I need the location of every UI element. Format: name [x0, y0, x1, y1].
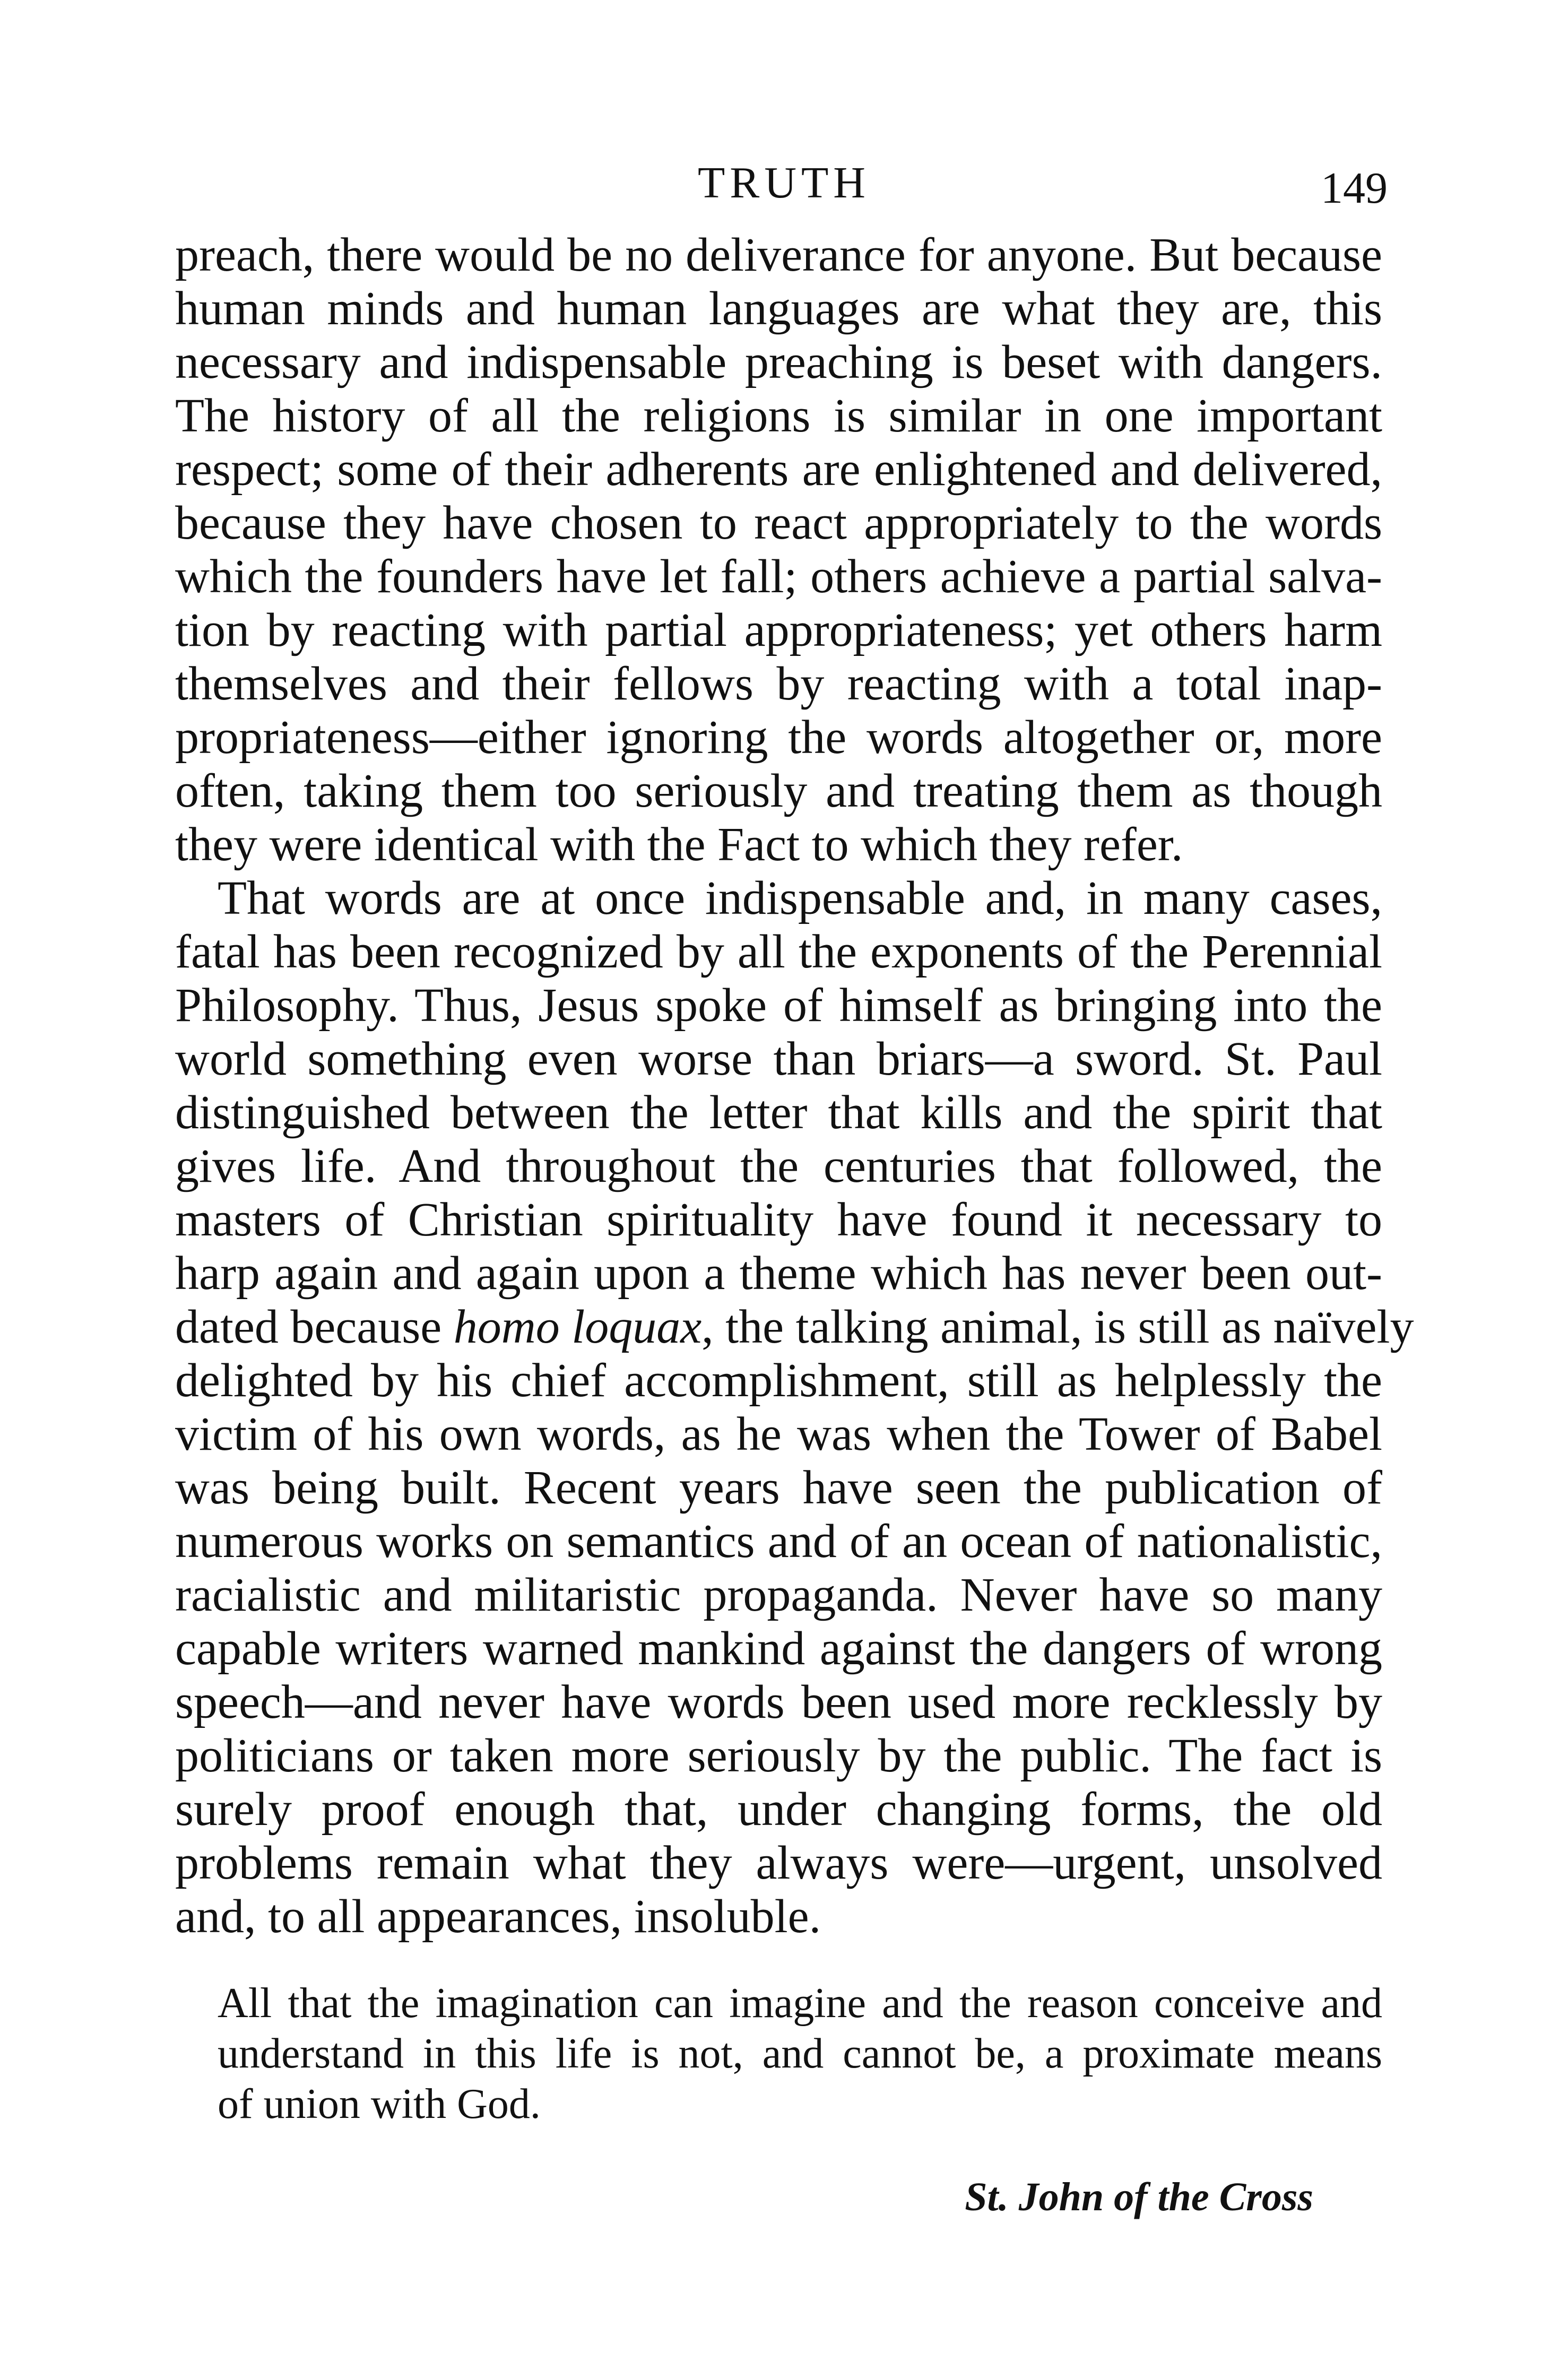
- text-line: politicians or taken more seriously by the public. The fact is: [175, 1729, 1382, 1782]
- text-line: masters of Christian spirituality have found it necessary to: [175, 1193, 1382, 1246]
- text-line: harp again and again upon a theme which has never been out-: [175, 1247, 1382, 1300]
- text-line: which the founders have let fall; others achieve a partial salva-: [175, 550, 1382, 603]
- text-line-with-latin: [175, 1300, 1414, 1354]
- text-line: was being built. Recent years have seen the publication of: [175, 1461, 1382, 1514]
- text-line: respect; some of their adherents are enlightened and delivered,: [175, 443, 1382, 496]
- text-line: they were identical with the Fact to which they refer.: [175, 818, 1183, 871]
- text-line: capable writers warned mankind against the dangers of wrong: [175, 1622, 1382, 1675]
- text-line: often, taking them too seriously and treating them as though: [175, 765, 1382, 817]
- text-line: and, to all appearances, insoluble.: [175, 1890, 821, 1943]
- quote-line: All that the imagination can imagine and the reason conceive and: [218, 1980, 1382, 2027]
- text-line: necessary and indispensable preaching is beset with dangers.: [175, 336, 1382, 388]
- text-line: themselves and their fellows by reacting with a total inap-: [175, 658, 1382, 710]
- quote-line: understand in this life is not, and cannot be, a proximate means: [218, 2030, 1382, 2077]
- text-line: distinguished between the letter that kills and the spirit that: [175, 1086, 1382, 1139]
- text-line: gives life. And throughout the centuries that followed, the: [175, 1140, 1382, 1192]
- text-line: human minds and human languages are what they are, this: [175, 282, 1382, 335]
- text-line: racialistic and militaristic propaganda. Never have so many: [175, 1569, 1382, 1621]
- epigraph-quote: [218, 1978, 1382, 2130]
- text-line: The history of all the religions is similar in one important: [175, 390, 1382, 442]
- text-line: That words are at once indispensable and, in many cases,: [218, 872, 1382, 924]
- text-fragment: , the talking animal, is still as naïvely: [701, 1301, 1414, 1353]
- running-title: TRUTH: [698, 158, 870, 207]
- text-line: surely proof enough that, under changing forms, the old: [175, 1783, 1382, 1836]
- page-number: 149: [1321, 163, 1388, 213]
- text-line: fatal has been recognized by all the exponents of the Perennial: [175, 925, 1382, 978]
- text-line: tion by reacting with partial appropriateness; yet others harm: [175, 604, 1382, 656]
- text-line: victim of his own words, as he was when the Tower of Babel: [175, 1408, 1382, 1460]
- text-line: numerous works on semantics and of an ocean of nationalistic,: [175, 1515, 1382, 1568]
- text-line: problems remain what they always were—urgent, unsolved: [175, 1837, 1382, 1889]
- text-line: propriateness—either ignoring the words altogether or, more: [175, 711, 1382, 764]
- text-line: preach, there would be no deliverance for anyone. But because: [175, 229, 1382, 281]
- text-line: delighted by his chief accomplishment, still as helplessly the: [175, 1354, 1382, 1407]
- latin-phrase: homo loquax: [453, 1301, 702, 1353]
- text-line: world something even worse than briars—a sword. St. Paul: [175, 1033, 1382, 1085]
- body-text: [175, 228, 1414, 1943]
- text-line: Philosophy. Thus, Jesus spoke of himself as bringing into the: [175, 979, 1382, 1032]
- text-fragment: dated because: [175, 1301, 454, 1353]
- text-line: speech—and never have words been used more recklessly by: [175, 1676, 1382, 1728]
- text-line: because they have chosen to react appropriately to the words: [175, 497, 1382, 549]
- running-head: [0, 158, 1568, 213]
- quote-line: of union with God.: [218, 2081, 541, 2127]
- quote-attribution: St. John of the Cross: [965, 2175, 1313, 2219]
